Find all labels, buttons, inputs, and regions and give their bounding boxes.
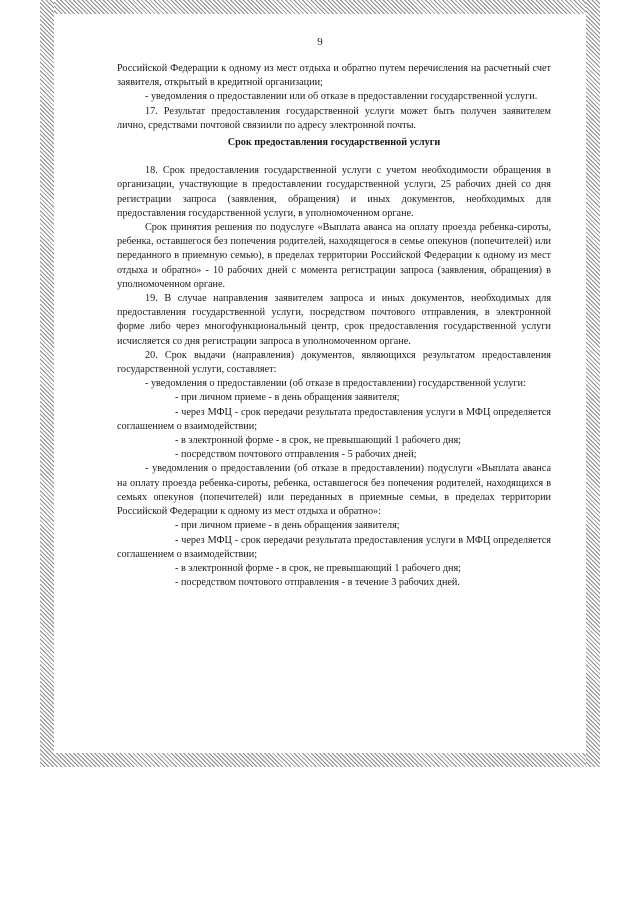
paragraph: - уведомления о предоставлении (об отказе в предоставлении) государственной услуги: (145, 378, 526, 390)
page-frame-top (40, 0, 600, 14)
page-frame-right (586, 0, 600, 767)
list-item: - при личном приеме - в день обращения заявителя; (175, 520, 400, 532)
paragraph: 19. В случае направления заявителем запроса и иных документов, необходимых для предоставления государственной услуги, посредством почтового отправления, в электронной форме либо через многофункциональный центр, срок предоставления государственной услуги исчисляется со дня регистрации запроса в уполномоченном органе. (117, 293, 551, 347)
page-number: 9 (317, 36, 323, 48)
list-item: - через МФЦ - срок передачи результата предоставления услуги в МФЦ определяется соглашением о взаимодействии; (117, 406, 551, 432)
page-frame-left (40, 0, 54, 767)
list-item: - в электронной форме - в срок, не превышающий 1 рабочего дня; (175, 562, 462, 574)
paragraph: 17. Результат предоставления государственной услуги может быть получен заявителем лично, средствами почтовой связиили по адресу электронной почты. (117, 105, 551, 131)
paragraph: Срок принятия решения по подуслуге «Выплата аванса на оплату проезда ребенка-сироты, ребенка, оставшегося без попечения родителей, находящегося в семье опекунов (попечителей) или переданного в приемную семью), в пределах территории Российской Федерации к одному из мест отдыха и обратно» - 10 рабочих дней с момента регистрации запроса (заявления, обращения) в уполномоченном органе. (117, 222, 551, 290)
paragraph: - уведомления о предоставлении (об отказе в предоставлении) подуслуги «Выплата аванса на оплату проезда ребенка-сироты, ребенка, оставшегося без попечения родителей, находящихся в семьях опекунов (попечителей) или переданных в приемные семьи, в пределах территории Российской Федерации к одному из мест отдыха и обратно»: (117, 463, 551, 518)
document-body (117, 62, 551, 590)
list-item: - через МФЦ - срок передачи результата предоставления услуги в МФЦ определяется соглашением о взаимодействии; (117, 534, 551, 560)
list-item: - в электронной форме - в срок, не превышающий 1 рабочего дня; (175, 435, 462, 447)
list-item: - посредством почтового отправления - в течение 3 рабочих дней. (175, 577, 460, 589)
page-frame-bottom (40, 753, 600, 767)
list-item: - посредством почтового отправления - 5 рабочих дней; (175, 449, 417, 461)
paragraph: Российской Федерации к одному из мест отдыха и обратно путем перечисления на расчетный счет заявителя, открытый в кредитной организации; (117, 63, 551, 89)
section-heading: Срок предоставления государственной услуги (227, 137, 441, 149)
paragraph: 18. Срок предоставления государственной услуги с учетом необходимости обращения в организации, участвующие в предоставлении государственной услуги, 25 рабочих дней со дня регистрации запроса (заявления, обращения) и иных документов, необходимых для предоставления государственной услуги, в уполномоченном органе. (117, 165, 551, 219)
paragraph: - уведомления о предоставлении или об отказе в предоставлении государственной услуги. (145, 91, 538, 103)
paragraph: 20. Срок выдачи (направления) документов, являющихся результатом предоставления государственной услуги, составляет: (117, 349, 551, 376)
list-item: - при личном приеме - в день обращения заявителя; (175, 392, 400, 404)
